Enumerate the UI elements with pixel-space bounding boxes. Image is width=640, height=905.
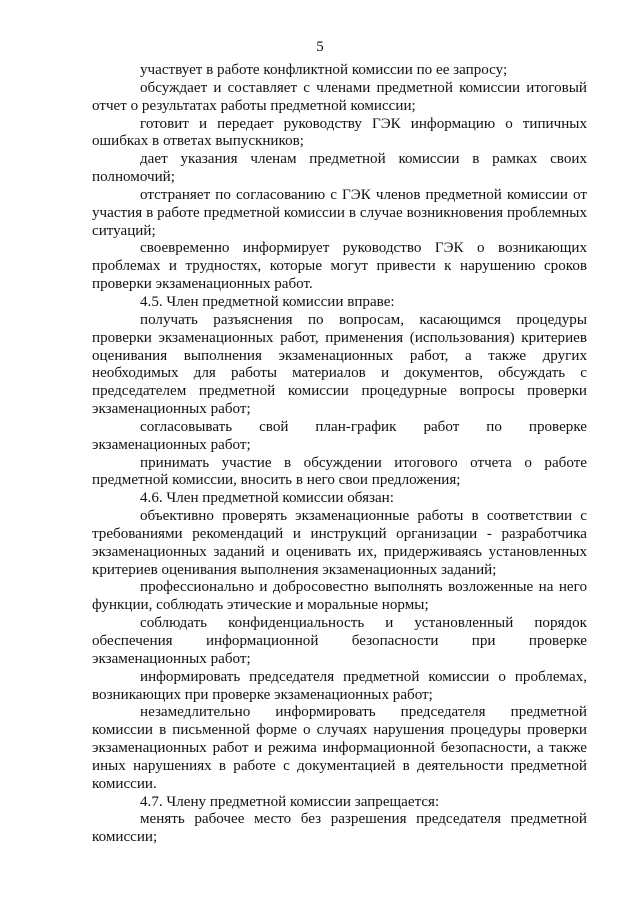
paragraph: объективно проверять экзаменационные работы в соответствии с требованиями рекомендаций и инструкций организации - разработчика экзаменационных заданий и оценивать их, придерживаясь установленных критериев оценивания выполнения экзаменационных заданий; <box>92 508 587 578</box>
paragraph: профессионально и добросовестно выполнять возложенные на него функции, соблюдать этические и моральные нормы; <box>92 579 587 614</box>
paragraph: соблюдать конфиденциальность и установленный порядок обеспечения информационной безопасности при проверке экзаменационных работ; <box>92 615 587 667</box>
paragraph: получать разъяснения по вопросам, касающимся процедуры проверки экзаменационных работ, применения (использования) критериев оценивания выполнения экзаменационных работ, а также других необходимых для работы материалов и документов, обсуждать с председателем предметной комиссии процедурные вопросы проверки экзаменационных работ; <box>92 311 587 418</box>
paragraph: своевременно информирует руководство ГЭК о возникающих проблемах и трудностях, которые могут привести к нарушению сроков проверки экзаменационных работ. <box>92 240 587 293</box>
section-heading: 4.7. Члену предметной комиссии запрещается: <box>140 793 440 810</box>
paragraph: согласовывать свой план-график работ по проверке экзаменационных работ; <box>92 418 587 453</box>
paragraph: менять рабочее место без разрешения председателя предметной комиссии; <box>92 811 587 846</box>
paragraph: участвует в работе конфликтной комиссии по ее запросу; <box>140 62 508 78</box>
paragraph: информировать председателя предметной комиссии о проблемах, возникающих при проверке экзаменационных работ; <box>92 668 587 703</box>
paragraph: отстраняет по согласованию с ГЭК членов предметной комиссии от участия в работе предметной комиссии в случае возникновения проблемных ситуаций; <box>92 186 587 239</box>
paragraph: готовит и передает руководству ГЭК информацию о типичных ошибках в ответах выпускников; <box>92 115 587 150</box>
paragraph: незамедлительно информировать председателя предметной комиссии в письменной форме о случаях нарушения процедуры проверки экзаменационных работ и режима информационной безопасности, а также иных нарушениях в работе с документацией в деятельности предметной комиссии. <box>92 704 587 792</box>
page-number: 5 <box>316 39 324 55</box>
paragraph: принимать участие в обсуждении итогового отчета о работе предметной комиссии, вносить в него свои предложения; <box>92 454 587 489</box>
paragraph: обсуждает и составляет с членами предметной комиссии итоговый отчет о результатах работы предметной комиссии; <box>92 79 587 114</box>
paragraph: дает указания членам предметной комиссии в рамках своих полномочий; <box>92 151 587 186</box>
section-heading: 4.6. Член предметной комиссии обязан: <box>140 490 394 507</box>
document-body <box>92 62 587 847</box>
section-heading: 4.5. Член предметной комиссии вправе: <box>140 293 395 310</box>
